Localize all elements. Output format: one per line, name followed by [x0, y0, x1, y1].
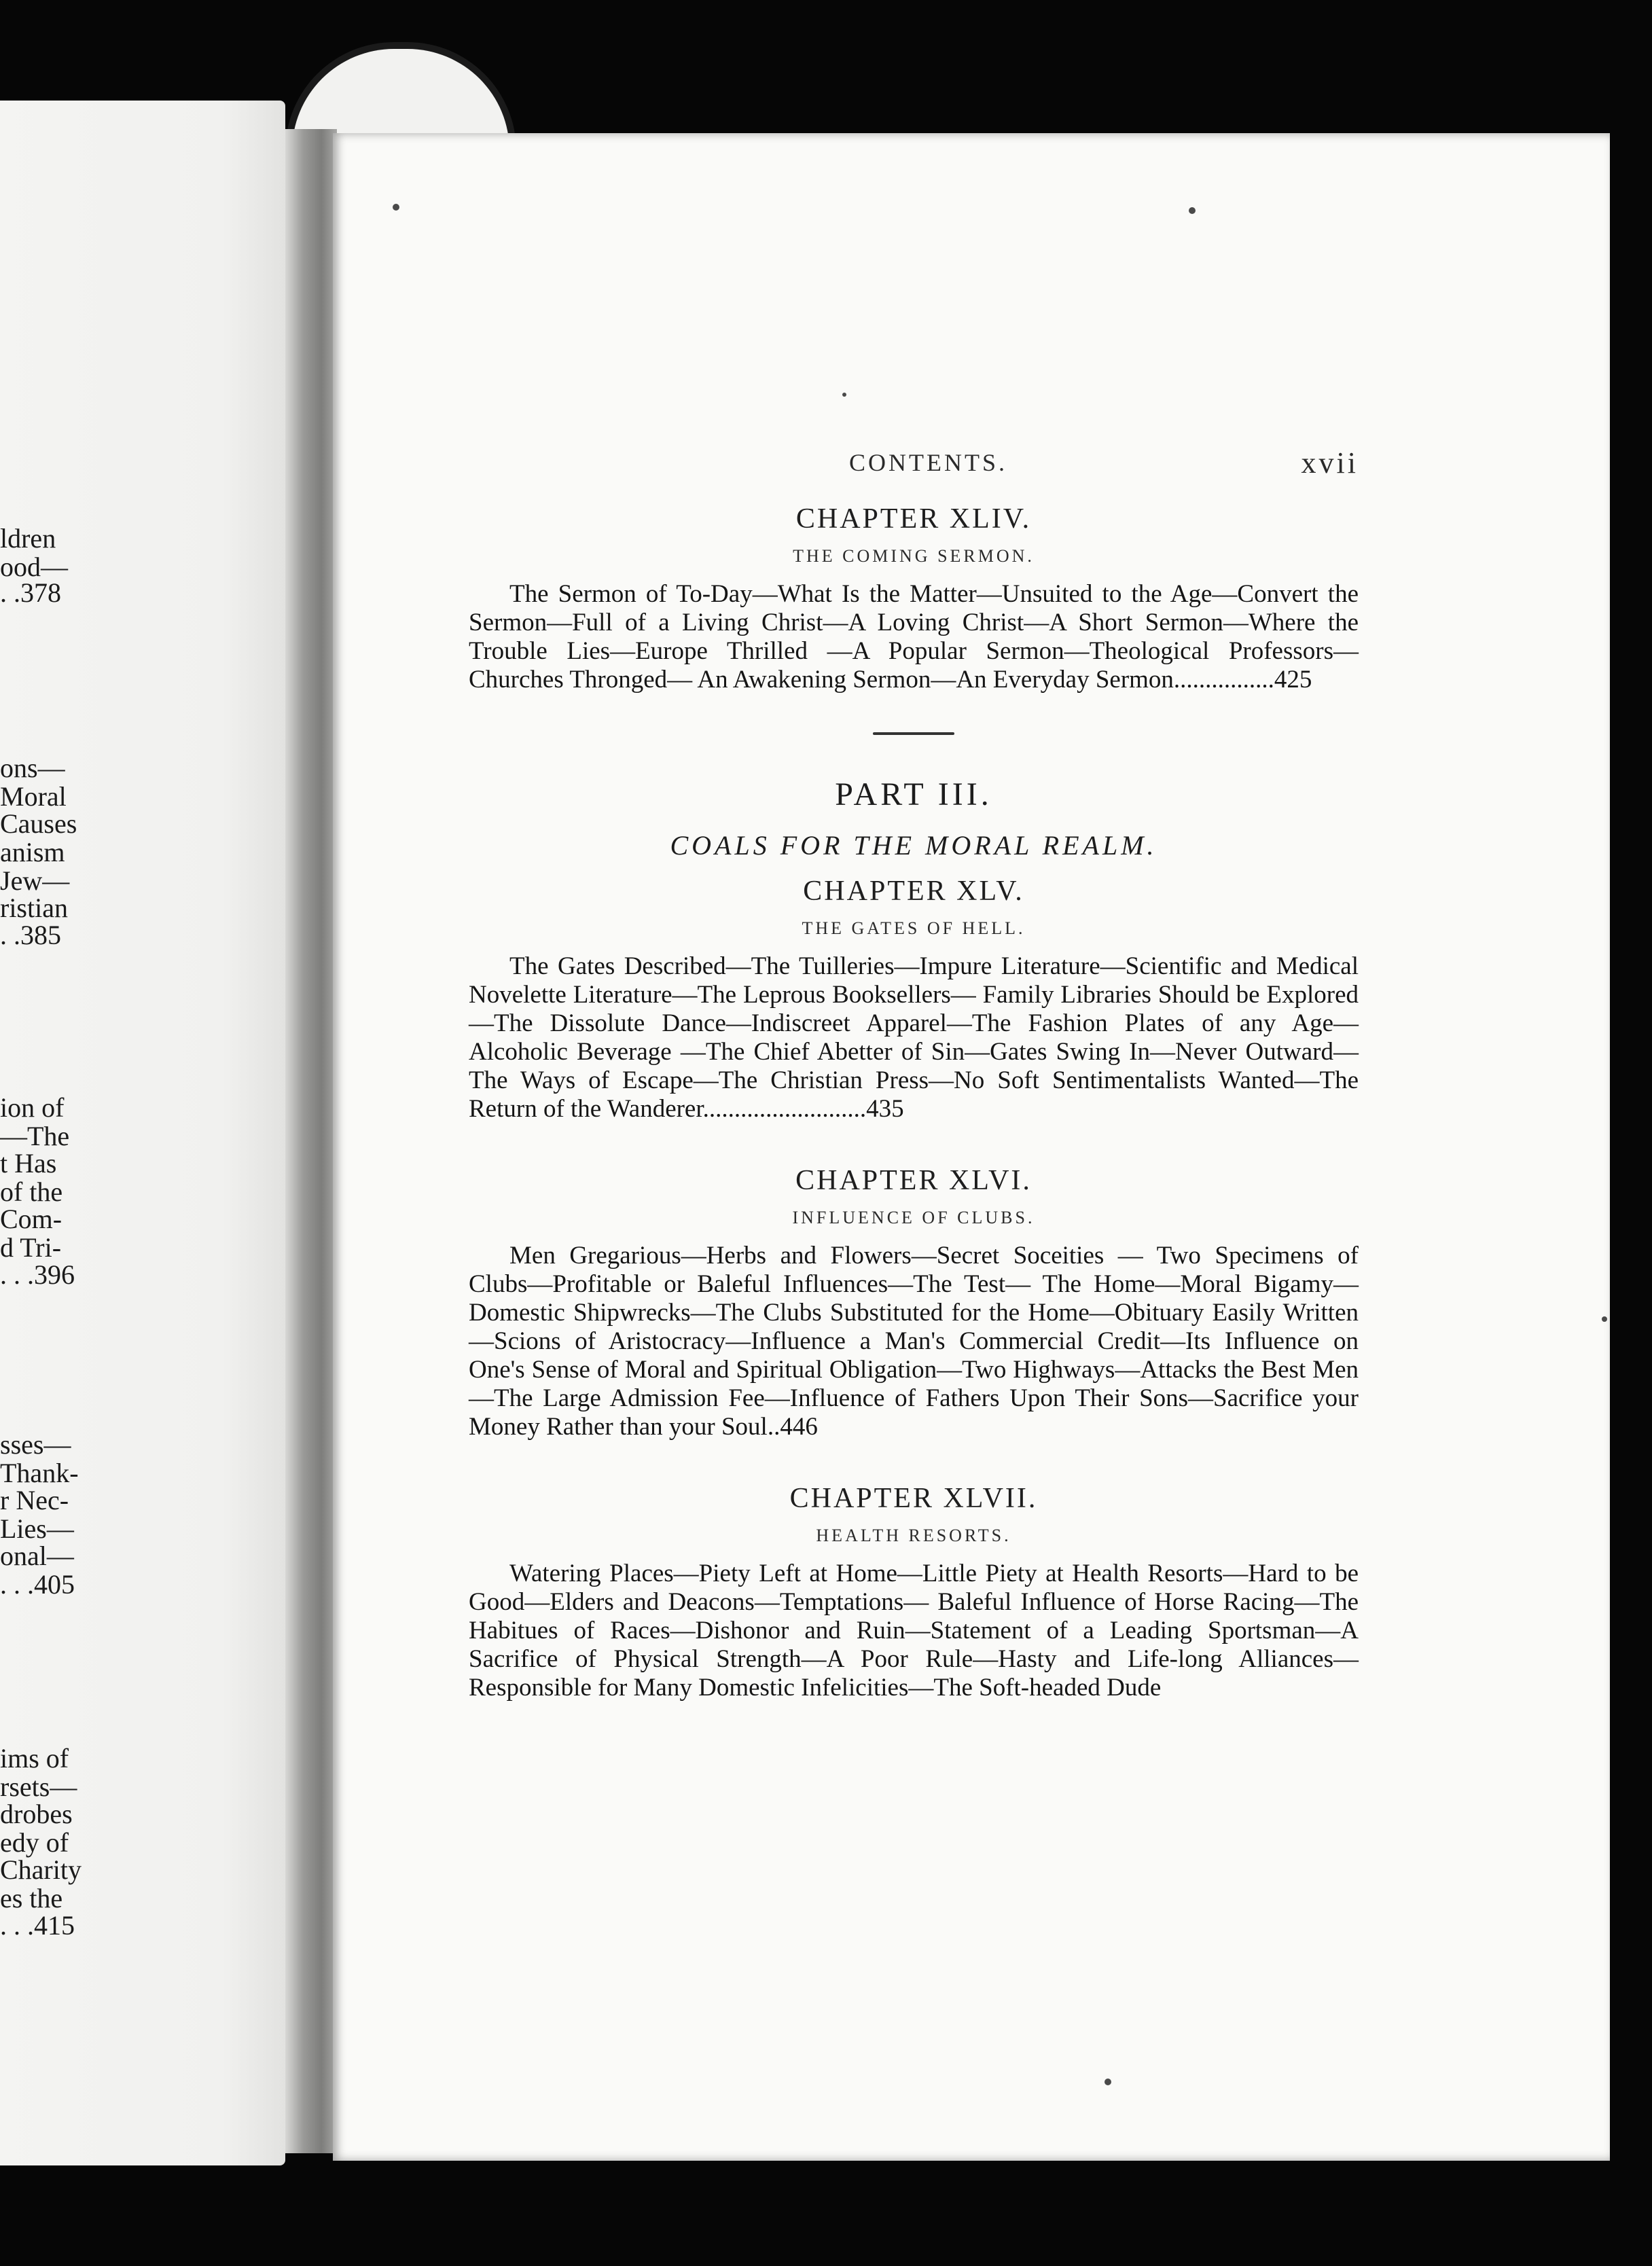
speck	[1189, 207, 1196, 214]
chapter-synopsis	[469, 1242, 1359, 1441]
left-line: Charity	[0, 1854, 82, 1885]
speck	[1602, 1316, 1607, 1322]
spacer	[469, 1123, 1359, 1151]
left-line: d Tri-	[0, 1232, 62, 1263]
chapter-44	[469, 503, 1359, 694]
speck	[393, 204, 399, 211]
book-gutter	[285, 129, 337, 2153]
left-line: . .385	[0, 920, 61, 950]
synopsis-text: Watering Places—Piety Left at Home—Little Piety at Health Resorts—Hard to be Good—Elders and Deacons—Temptations— Baleful Influence of Horse Racing—The Habitues of Races—Dishonor and Ruin—Statement of a Leading Sportsman—A Sacrifice of Physical Strength—A Poor Rule—Hasty and Life-long Alliances— Responsible for Many Domestic Infelicities—The Soft-headed Dude	[469, 1560, 1359, 1702]
section-divider	[873, 732, 954, 735]
chapter-subtitle: THE COMING SERMON.	[793, 546, 1035, 566]
left-line: of the	[0, 1176, 63, 1207]
chapter-synopsis	[469, 1560, 1359, 1702]
left-line: Jew—	[0, 865, 70, 896]
chapter-title: CHAPTER XLVII.	[789, 1483, 1038, 1514]
left-line: Lies—	[0, 1513, 74, 1544]
left-line: ims of	[0, 1743, 69, 1774]
left-line: anism	[0, 837, 65, 867]
left-line: ion of	[0, 1092, 65, 1123]
chapter-title: CHAPTER XLVI.	[795, 1165, 1032, 1196]
synopsis-page: ..446	[767, 1413, 818, 1441]
left-line: drobes	[0, 1799, 73, 1829]
left-line: edy of	[0, 1827, 69, 1858]
running-head: CONTENTS.	[849, 449, 1007, 476]
left-line: sses—	[0, 1429, 71, 1460]
synopsis-page: ..........................435	[702, 1095, 904, 1123]
synopsis-text: Men Gregarious—Herbs and Flowers—Secret Soceities — Two Specimens of Clubs—Profitable or Baleful Influences—The Test— The Home—Moral Bigamy—Domestic Shipwrecks—The Clubs Substituted for the Home—Obituary Easily Written—Scions of Aristocracy—Influence a Man's Commercial Credit—Its Influence on One's Sense of Moral and Spiritual Obligation—Two Highways—Attacks the Best Men—The Large Admission Fee—Influence of Fathers Upon Their Sons—Sacrifice your Money Rather than your Soul	[469, 1242, 1359, 1441]
part-title: PART III.	[835, 776, 992, 812]
part-heading	[469, 776, 1359, 861]
chapter-subtitle: THE GATES OF HELL.	[802, 918, 1026, 938]
chapter-45	[469, 875, 1359, 1123]
left-line: ons—	[0, 753, 65, 783]
left-line: ood—	[0, 552, 68, 582]
chapter-synopsis	[469, 952, 1359, 1123]
left-line: Thank-	[0, 1458, 79, 1488]
left-line: Moral	[0, 781, 67, 812]
chapter-47	[469, 1482, 1359, 1702]
contents-page	[469, 448, 1359, 1702]
chapter-title: CHAPTER XLIV.	[795, 503, 1032, 535]
left-line: rsets—	[0, 1772, 77, 1802]
chapter-title: CHAPTER XLV.	[803, 876, 1024, 907]
left-line: . . .415	[0, 1910, 75, 1941]
page-number: xvii	[1301, 446, 1359, 480]
left-line: Com-	[0, 1204, 62, 1234]
chapter-synopsis	[469, 580, 1359, 694]
left-line: ldren	[0, 523, 56, 554]
speck	[1105, 2079, 1111, 2085]
synopsis-text: The Sermon of To-Day—What Is the Matter—Unsuited to the Age—Convert the Sermon—Full of a Living Christ—A Loving Christ—A Short Sermon—Where the Trouble Lies—Europe Thrilled —A Popular Sermon—Theological Professors—Churches Thronged— An Awakening Sermon—An Everyday Sermon	[469, 580, 1359, 694]
spacer	[469, 1441, 1359, 1469]
left-line: t Has	[0, 1148, 57, 1179]
chapter-46	[469, 1164, 1359, 1441]
left-line: ristian	[0, 893, 68, 923]
left-line: r Nec-	[0, 1485, 69, 1515]
left-line: Causes	[0, 808, 77, 839]
left-line: . . .396	[0, 1259, 75, 1290]
speck	[842, 393, 846, 397]
part-subtitle: COALS FOR THE MORAL REALM.	[670, 830, 1157, 861]
left-line: . . .405	[0, 1569, 75, 1600]
synopsis-text: The Gates Described—The Tuilleries—Impure Literature—Scientific and Medical Novelette Literature—The Leprous Booksellers— Family Libraries Should be Explored—The Dissolute Dance—Indiscreet Apparel—The Fashion Plates of any Age—Alcoholic Beverage —The Chief Abetter of Sin—Gates Swing In—Never Outward—The Ways of Escape—The Christian Press—No Soft Sentimentalists Wanted—The Return of the Wanderer	[469, 952, 1359, 1123]
chapter-subtitle: HEALTH RESORTS.	[816, 1526, 1011, 1545]
left-line: —The	[0, 1121, 70, 1151]
page-header	[469, 448, 1359, 489]
left-line: onal—	[0, 1541, 74, 1571]
left-line: . .378	[0, 577, 61, 608]
synopsis-page: ................425	[1173, 666, 1312, 694]
left-line: es the	[0, 1883, 63, 1913]
chapter-subtitle: INFLUENCE OF CLUBS.	[792, 1208, 1035, 1227]
